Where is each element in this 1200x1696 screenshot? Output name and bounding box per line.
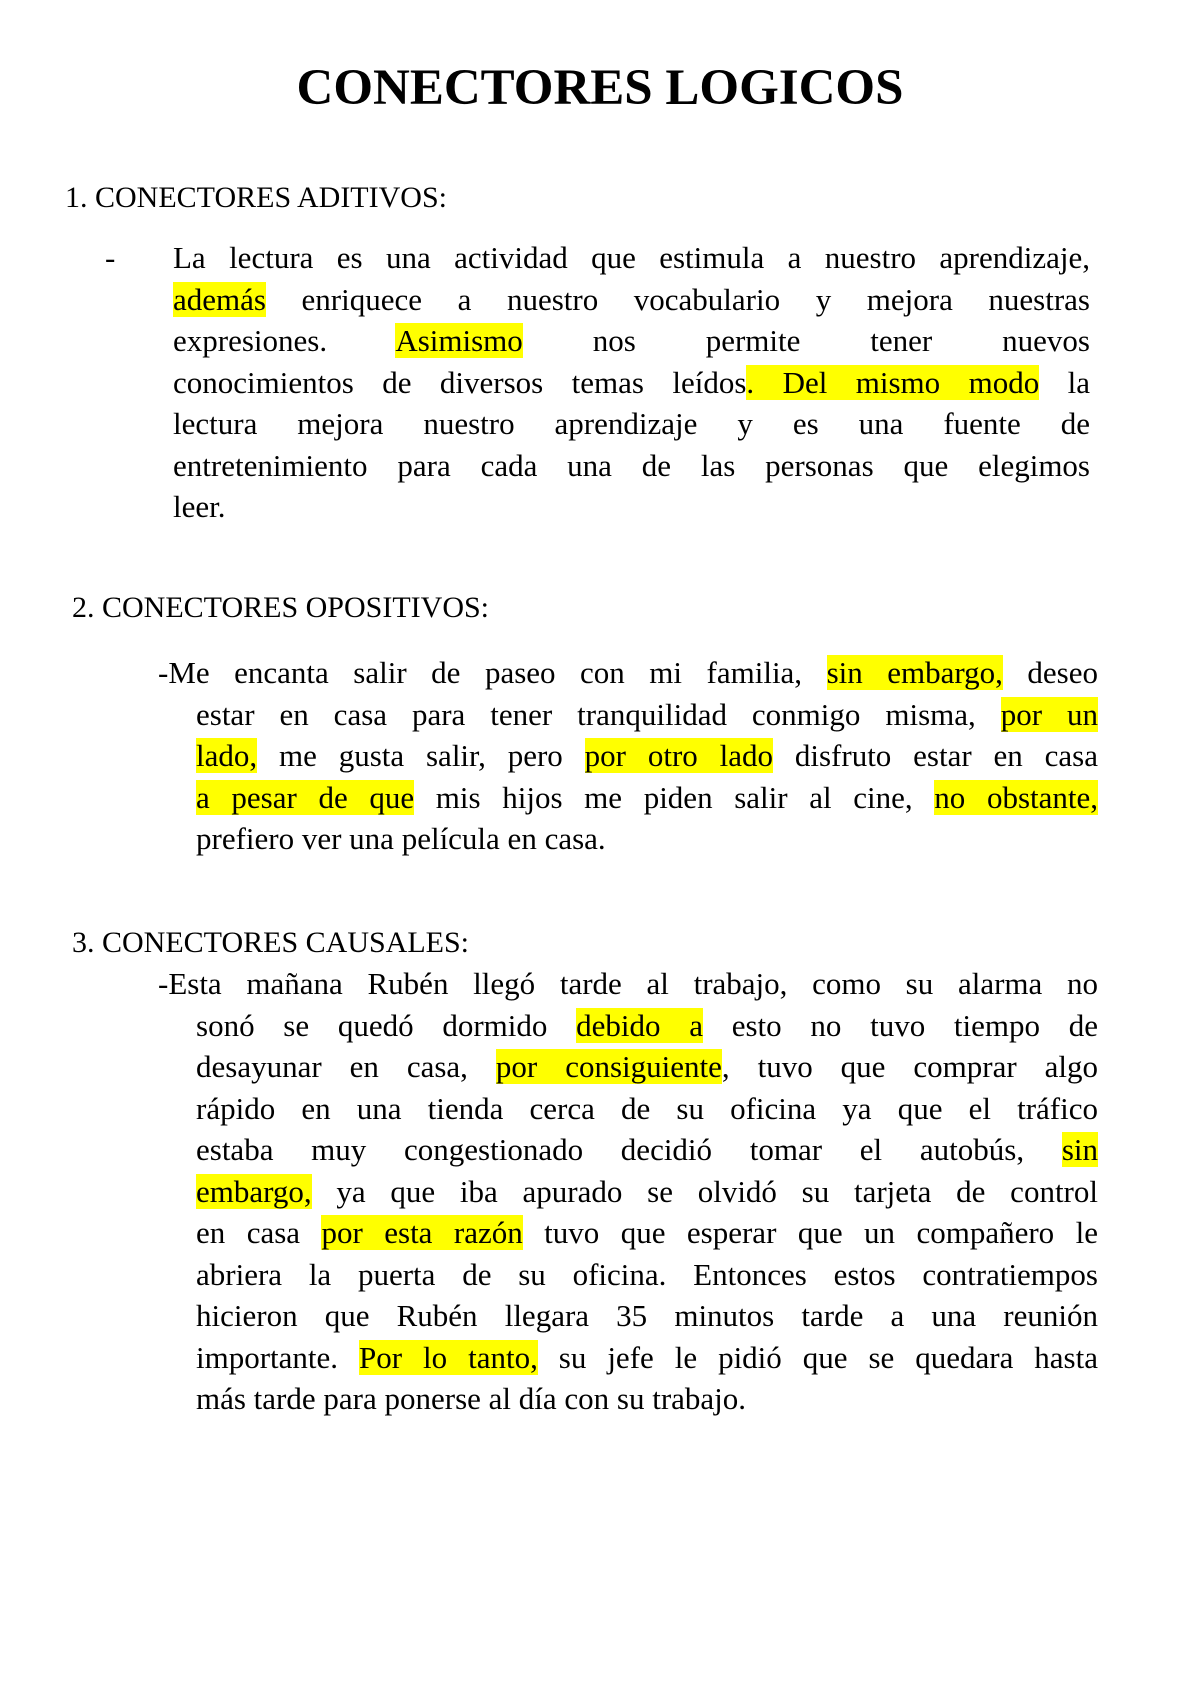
text-run: tuvo que esperar que un compañero le bbox=[522, 1215, 1098, 1250]
text-run: -Esta mañana Rubén llegó tarde al trabajo, como su alarma no bbox=[158, 966, 1098, 1001]
text-run: la bbox=[1039, 364, 1091, 400]
document-title: CONECTORES LOGICOS bbox=[296, 60, 904, 116]
text-run: estaba muy congestionado decidió tomar el autobús, bbox=[196, 1132, 1062, 1167]
section-heading-causales: 3. CONECTORES CAUSALES: bbox=[72, 926, 470, 959]
paragraph-causales bbox=[158, 963, 1098, 1420]
text-run: -Me encanta salir de paseo con mi familia, bbox=[158, 655, 827, 690]
highlighted-connector: sin bbox=[1061, 1132, 1098, 1167]
highlighted-connector: embargo, bbox=[196, 1173, 312, 1209]
paragraph-line bbox=[158, 1254, 1098, 1296]
highlighted-connector: por consiguiente bbox=[495, 1049, 722, 1084]
paragraph-line bbox=[158, 1295, 1098, 1337]
highlighted-connector: por esta razón bbox=[321, 1215, 523, 1250]
paragraph-line bbox=[173, 362, 1090, 404]
paragraph-aditivos bbox=[173, 237, 1090, 528]
text-run: lectura mejora nuestro aprendizaje y es una fuente de bbox=[173, 406, 1090, 441]
text-run: me gusta salir, pero bbox=[257, 738, 585, 773]
text-run: expresiones. bbox=[173, 323, 396, 358]
paragraph-line bbox=[158, 1088, 1098, 1130]
text-run: desayunar en casa, bbox=[196, 1049, 496, 1084]
highlighted-connector: Por lo tanto, bbox=[359, 1339, 538, 1375]
paragraph-line bbox=[173, 403, 1090, 445]
paragraph-line bbox=[173, 486, 1090, 528]
paragraph-line bbox=[173, 445, 1090, 487]
highlighted-connector: a pesar de que bbox=[196, 779, 415, 815]
text-run: deseo bbox=[1002, 655, 1098, 690]
paragraph-line bbox=[158, 777, 1098, 819]
paragraph-opositivos bbox=[158, 652, 1098, 860]
text-run: ya que iba apurado se olvidó su tarjeta de control bbox=[311, 1173, 1098, 1209]
paragraph-line bbox=[158, 1212, 1098, 1254]
section-heading-aditivos: 1. CONECTORES ADITIVOS: bbox=[65, 181, 447, 214]
text-run: sonó se quedó dormido bbox=[196, 1007, 577, 1043]
text-run: hicieron que Rubén llegara 35 minutos tarde a una reunión bbox=[196, 1298, 1098, 1333]
highlighted-connector: sin embargo, bbox=[826, 655, 1003, 690]
text-run: , tuvo que comprar algo bbox=[721, 1049, 1098, 1084]
text-run: importante. bbox=[196, 1339, 360, 1375]
text-run: en casa bbox=[196, 1215, 322, 1250]
text-run: conocimientos de diversos temas leídos bbox=[173, 364, 747, 400]
bullet-dash: - bbox=[105, 240, 116, 275]
text-run: La lectura es una actividad que estimula a nuestro aprendizaje, bbox=[173, 240, 1090, 275]
paragraph-line bbox=[158, 1046, 1098, 1088]
paragraph-line bbox=[158, 735, 1098, 777]
highlighted-connector: por un bbox=[1000, 696, 1098, 732]
text-run: rápido en una tienda cerca de su oficina ya que el tráfico bbox=[196, 1090, 1098, 1126]
text-run: más tarde para ponerse al día con su trabajo. bbox=[196, 1381, 747, 1416]
highlighted-connector: debido a bbox=[576, 1007, 703, 1043]
section-heading-opositivos: 2. CONECTORES OPOSITIVOS: bbox=[72, 591, 489, 624]
text-run: leer. bbox=[173, 489, 226, 524]
paragraph-line bbox=[158, 652, 1098, 694]
text-run: mis hijos me piden salir al cine, bbox=[414, 779, 935, 815]
text-run: esto no tuvo tiempo de bbox=[702, 1007, 1098, 1043]
paragraph-line bbox=[158, 818, 1098, 860]
paragraph-line bbox=[173, 237, 1090, 279]
highlighted-connector: Asimismo bbox=[395, 323, 523, 358]
text-run: abriera la puerta de su oficina. Entonces estos contratiempos bbox=[196, 1256, 1098, 1292]
text-run: enriquece a nuestro vocabulario y mejora nuestras bbox=[265, 281, 1090, 317]
text-run: estar en casa para tener tranquilidad conmigo misma, bbox=[196, 696, 1001, 732]
text-run: prefiero ver una película en casa. bbox=[196, 821, 606, 856]
paragraph-line bbox=[158, 694, 1098, 736]
text-run: disfruto estar en casa bbox=[773, 738, 1098, 773]
text-run: entretenimiento para cada una de las personas que elegimos bbox=[173, 447, 1090, 483]
paragraph-line bbox=[158, 963, 1098, 1005]
paragraph-line bbox=[173, 279, 1090, 321]
paragraph-line bbox=[158, 1378, 1098, 1420]
paragraph-line bbox=[158, 1171, 1098, 1213]
highlighted-connector: no obstante, bbox=[934, 779, 1099, 815]
text-run: nos permite tener nuevos bbox=[522, 323, 1090, 358]
highlighted-connector: además bbox=[173, 281, 266, 317]
paragraph-line bbox=[158, 1005, 1098, 1047]
paragraph-line bbox=[173, 320, 1090, 362]
paragraph-line bbox=[158, 1129, 1098, 1171]
paragraph-line bbox=[158, 1337, 1098, 1379]
highlighted-connector: lado, bbox=[196, 738, 258, 773]
highlighted-connector: . Del mismo modo bbox=[746, 364, 1040, 400]
text-run: su jefe le pidió que se quedara hasta bbox=[537, 1339, 1098, 1375]
highlighted-connector: por otro lado bbox=[584, 738, 774, 773]
